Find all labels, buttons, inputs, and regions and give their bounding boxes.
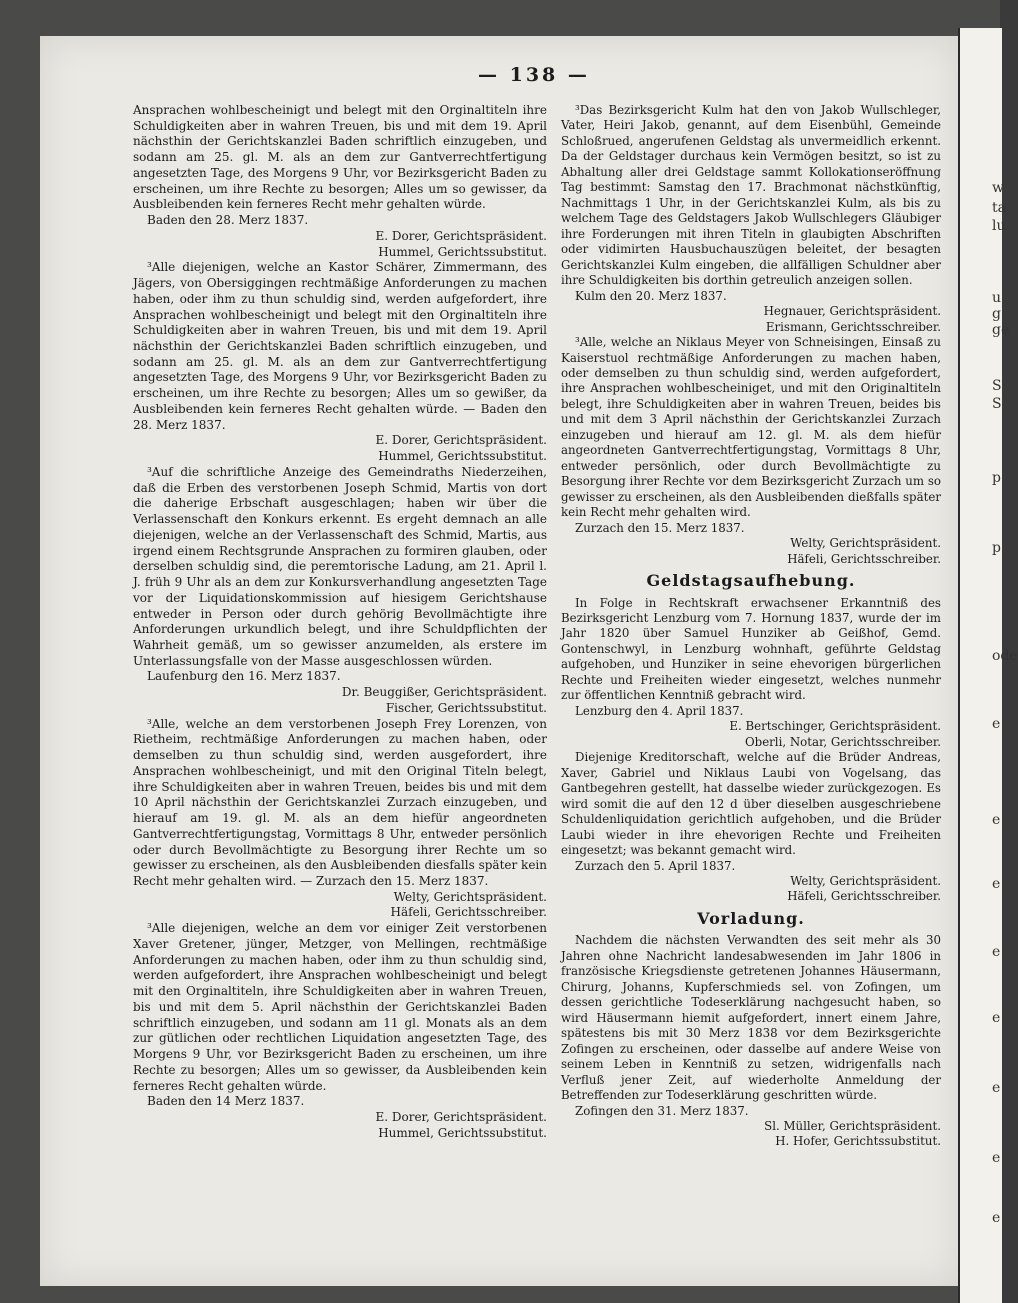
signature-line: Hummel, Gerichtssubstitut.	[378, 449, 547, 464]
facing-page-fragment: g	[992, 306, 1001, 322]
facing-page-fragment: S	[992, 396, 1002, 412]
facing-page-fragment: e	[992, 1080, 1001, 1096]
facing-page-fragment: ge	[992, 322, 1010, 338]
facing-page-fragment: e	[992, 1210, 1001, 1226]
signature-line: Häfeli, Gerichtsschreiber.	[787, 889, 941, 904]
notice-paragraph: ³Das Bezirksgericht Kulm hat den von Jakob Wullschleger, Vater, Heiri Jakob, genannt, auf dem Eisenbühl, Gemeinde Schloßrued, angerufenen Geldstag als unvermeidlich erkennt. Da der Geldstager durchaus kein Vermögen besitzt, so ist zu Abhaltung aller drei Geldstage sammt Kollokationseröffnung Tag bestimmt: Samstag den 17. Brachmonat nächstkünftig, Nachmittags 1 Uhr, in der Gerichtskanzlei Kulm, als bis zu welchem Tage des Geldstagers Jakob Wullschlegers Gläubiger ihre Forderungen mit ihren Titeln in glaubigten Abschriften oder vidimirten Hausbuchauszügen beleitet, der besagten Gerichtskanzlei Kulm eingeben, die allfälligen Schuldner aber ihre Schuldigkeiten bis dorthin getreulich anzeigen sollen.	[561, 103, 941, 288]
place-date-line: Laufenburg den 16. Merz 1837.	[147, 669, 341, 684]
notice-paragraph: ³Auf die schriftliche Anzeige des Gemeindraths Niederzeihen, daß die Erben des verstorbenen Joseph Schmid, Martis von dort die daherige Erbschaft ausgeschlagen; haben wir über die Verlassenschaft den Konkurs erkennt. Es ergeht demnach an alle diejenigen, welche an der Verlassenschaft des Schmid, Martis, aus irgend einem Rechtsgrunde Ansprachen zu formiren glauben, oder derselben schuldig sind, die peremtorische Ladung, am 21. April l. J. früh 9 Uhr als an dem zur Konkursverhandlung angesetzten Tage vor der Liquidationskommission auf hiesigem Gerichtshause entweder in Person oder durch gehörig Bevollmächtigte ihre Anforderungen urkundlich belegt, und ihre Schuldpflichten der Wahrheit gemäß, um so gewisser anzumelden, als erstere im Unterlassungsfalle von der Masse ausgeschlossen würden.	[133, 464, 547, 668]
signature-line: Hegnauer, Gerichtspräsident.	[763, 304, 941, 319]
place-date-line: Zurzach den 15. Merz 1837.	[575, 520, 745, 535]
signature-line: Dr. Beuggißer, Gerichtspräsident.	[341, 685, 547, 700]
signature-line: Häfeli, Gerichtsschreiber.	[390, 905, 547, 920]
facing-page-fragment: e	[992, 1150, 1001, 1166]
facing-page-fragment: lu	[992, 218, 1006, 234]
place-date-line: Zurzach den 5. April 1837.	[575, 858, 736, 873]
facing-page-fragment: e	[992, 1010, 1001, 1026]
right-column	[561, 103, 941, 1150]
facing-page-fragment: ode	[992, 648, 1018, 664]
place-date-line: Kulm den 20. Merz 1837.	[575, 288, 727, 303]
signature-line: H. Hofer, Gerichtssubstitut.	[775, 1134, 941, 1149]
signature-line: Sl. Müller, Gerichtspräsident.	[764, 1119, 941, 1133]
notice-paragraph: Nachdem die nächsten Verwandten des seit mehr als 30 Jahren ohne Nachricht landesabwesenden im Jahr 1806 in französische Kriegsdienste getretenen Johannes Häusermann, Chirurg, Johanns, Kupferschmieds sel. von Zofingen, um dessen gerichtliche Todeserklärung nachgesucht haben, so wird Häusermann hiemit aufgefordert, innert einem Jahre, spätestens bis mit 30 Merz 1838 vor dem Bezirksgerichte Zofingen zu erscheinen, oder dasselbe auf andere Weise von seinem Leben in Kenntniß zu setzen, widrigenfalls nach Verfluß jener Zeit, auf wiederholte Anmeldung der Betreffenden zur Todeserklärung geschritten würde.	[561, 933, 941, 1103]
notice-paragraph: Diejenige Kreditorschaft, welche auf die Brüder Andreas, Xaver, Gabriel und Niklaus Laubi von Vogelsang, das Gantbegehren gestellt, hat dasselbe wieder zurückgezogen. Es wird somit die auf den 12 d über dieselben ausgeschriebene Schuldenliquidation gerichtlich aufgehoben, und die Brüder Laubi wieder in ihre ehevorigen Rechte und Freiheiten eingesetzt; was bekannt gemacht wird.	[561, 750, 941, 858]
signature-line: E. Dorer, Gerichtspräsident.	[375, 433, 547, 448]
signature-line: Fischer, Gerichtssubstitut.	[385, 700, 547, 715]
signature-line: Welty, Gerichtspräsident.	[790, 873, 941, 888]
facing-page-fragment: p	[992, 540, 1001, 556]
notice-paragraph: ³Alle diejenigen, welche an Kastor Schärer, Zimmermann, des Jägers, von Obersiggingen rechtmäßige Anforderungen zu machen haben, oder ihm zu thun schuldig sind, werden aufgefordert, ihre Ansprachen wohlbescheinigt und belegt mit den Orginaltiteln ihre Schuldigkeiten aber in wahren Treuen, bis und mit dem 19. April nächsthin der Gerichtskanzlei Baden schriftlich einzugeben, und sodann am 25. gl. M. als an dem zur Gantverrechtfertigung angesetzten Tage, des Morgens 9 Uhr, vor Bezirksgericht Baden zu erscheinen, um ihre Rechte zu besorgen; Alles um so gewißer, da Ausbleibenden kein ferneres Recht gehalten würde. — Baden den 28. Merz 1837.	[133, 260, 547, 432]
signature-line: E. Dorer, Gerichtspräsident.	[375, 1110, 547, 1124]
facing-page-edge	[958, 28, 1018, 1303]
facing-page-fragment: e	[992, 812, 1001, 828]
notice-paragraph: ³Alle, welche an dem verstorbenen Joseph Frey Lorenzen, von Rietheim, rechtmäßige Anforderungen zu machen haben, oder demselben zu thun schuldig sind, werden ausgefordert, ihre Ansprachen wohlbescheinigt, und mit den Original Titeln belegt, ihre Schuldigkeiten aber in wahren Treuen, beides bis und mit dem 10 April nächsthin der Gerichtskanzlei Zurzach einzugeben, und hierauf am 19. gl. M. als an dem hiefür angeordneten Gantverrechtfertigungstag, Vormittags 8 Uhr, entweder persönlich oder durch Bevollmächtigte zu Besorgung ihrer Rechte um so gewisser zu erscheinen, als den Ausbleibenden diesfalls später kein Recht mehr gehalten wird. — Zurzach den 15. Merz 1837.	[133, 716, 547, 888]
notice-paragraph: ³Alle, welche an Niklaus Meyer von Schneisingen, Einsaß zu Kaiserstuol rechtmäßige Anforderungen zu machen haben, oder demselben zu thun schuldig sind, werden aufgefordert, ihre Ansprachen wohlbescheiniget, und mit den Originaltiteln belegt, ihre Schuldigkeiten aber in wahren Treuen, beides bis und mit dem 3 April nächsthin der Gerichtskanzlei Zurzach einzugeben und hierauf am 12. gl. M. als dem hiefür angeordneten Gantverrechtfertigungstag, Vormittags 8 Uhr, entweder persönlich, oder durch Bevollmächtigte zu Besorgung ihrer Rechte vor dem Bezirksgericht Zurzach um so gewisser zu erscheinen, als den Ausbleibenden dießfalls später kein Recht mehr gehalten wird.	[561, 335, 941, 520]
notice-paragraph: ³Alle diejenigen, welche an dem vor einiger Zeit verstorbenen Xaver Gretener, jünger, Metzger, von Mellingen, rechtmäßige Anforderungen zu machen haben, oder ihm zu thun schuldig sind, werden aufgefordert, ihre Ansprachen wohlbescheinigt und belegt mit den Orginaltiteln, ihre Schuldigkeiten aber in wahren Treuen, bis und mit dem 5. April nächsthin der Gerichtskanzlei Baden schriftlich einzugeben, und sodann am 11 gl. Monats als an dem zur gütlichen oder rechtlichen Liquidation angesetzten Tage, des Morgens 9 Uhr, vor Bezirksgericht Baden zu erscheinen, um ihre Rechte zu besorgen; Alles um so gewisser, da Ausbleibenden kein ferneres Recht gehalten würde.	[133, 921, 547, 1093]
signature-line: Welty, Gerichtspräsident.	[790, 536, 941, 551]
page-number: — 138 —	[478, 64, 590, 86]
signature-line: Erismann, Gerichtsschreiber.	[765, 319, 941, 334]
place-date-line: Zofingen den 31. Merz 1837.	[575, 1103, 749, 1118]
section-heading: Vorladung.	[697, 908, 805, 928]
signature-line: Welty, Gerichtspräsident.	[393, 889, 547, 904]
facing-page-fragment: u	[992, 290, 1002, 306]
notice-paragraph: Ansprachen wohlbescheinigt und belegt mit den Orginaltiteln ihre Schuldigkeiten aber in wahren Treuen, bis und mit dem 19. April nächsthin der Gerichtskanzlei Baden schriftlich einzugeben, und sodann am 25. gl. M. als an dem zur Gantverrechtfertigung angesetzten Tage, des Morgens 9 Uhr, vor Bezirksgericht Baden zu erscheinen, um ihre Rechte zu besorgen; Alles um so gewisser, da Ausbleibenden kein ferneres Recht mehr gehalten würde.	[133, 103, 547, 212]
signature-line: Oberli, Notar, Gerichtsschreiber.	[744, 734, 941, 749]
place-date-line: Baden den 14 Merz 1837.	[147, 1094, 305, 1109]
place-date-line: Lenzburg den 4. April 1837.	[575, 703, 744, 718]
signature-line: E. Dorer, Gerichtspräsident.	[375, 228, 547, 243]
facing-page-fragment: S	[992, 378, 1002, 394]
signature-line: Hummel, Gerichtssubstitut.	[378, 1125, 547, 1140]
facing-page-fragment: ta	[992, 200, 1006, 216]
signature-line: Hummel, Gerichtssubstitut.	[378, 244, 547, 259]
left-column	[133, 103, 547, 1141]
signature-line: Häfeli, Gerichtsschreiber.	[787, 551, 941, 566]
section-heading: Geldstagsaufhebung.	[646, 571, 856, 591]
facing-page-fragment: e	[992, 876, 1001, 892]
signature-line: E. Bertschinger, Gerichtspräsident.	[729, 719, 941, 734]
place-date-line: Baden den 28. Merz 1837.	[147, 213, 309, 228]
facing-page-fragment: p	[992, 470, 1001, 486]
notice-paragraph: In Folge in Rechtskraft erwachsener Erkanntniß des Bezirksgericht Lenzburg vom 7. Hornung 1837, wurde der im Jahr 1820 über Samuel Hunziker ab Geißhof, Gemd. Gontenschwyl, in Lenzburg wohnhaft, geführte Geldstag aufgehoben, und Hunziker in seine ehevorigen bürgerlichen Rechte und Freiheiten wieder eingesetzt, welches nunmehr zur öffentlichen Kenntniß gebracht wird.	[561, 595, 941, 703]
facing-page-fragment: e	[992, 944, 1001, 960]
facing-page-fragment: e	[992, 716, 1001, 732]
facing-page-fragment: w	[992, 180, 1004, 196]
